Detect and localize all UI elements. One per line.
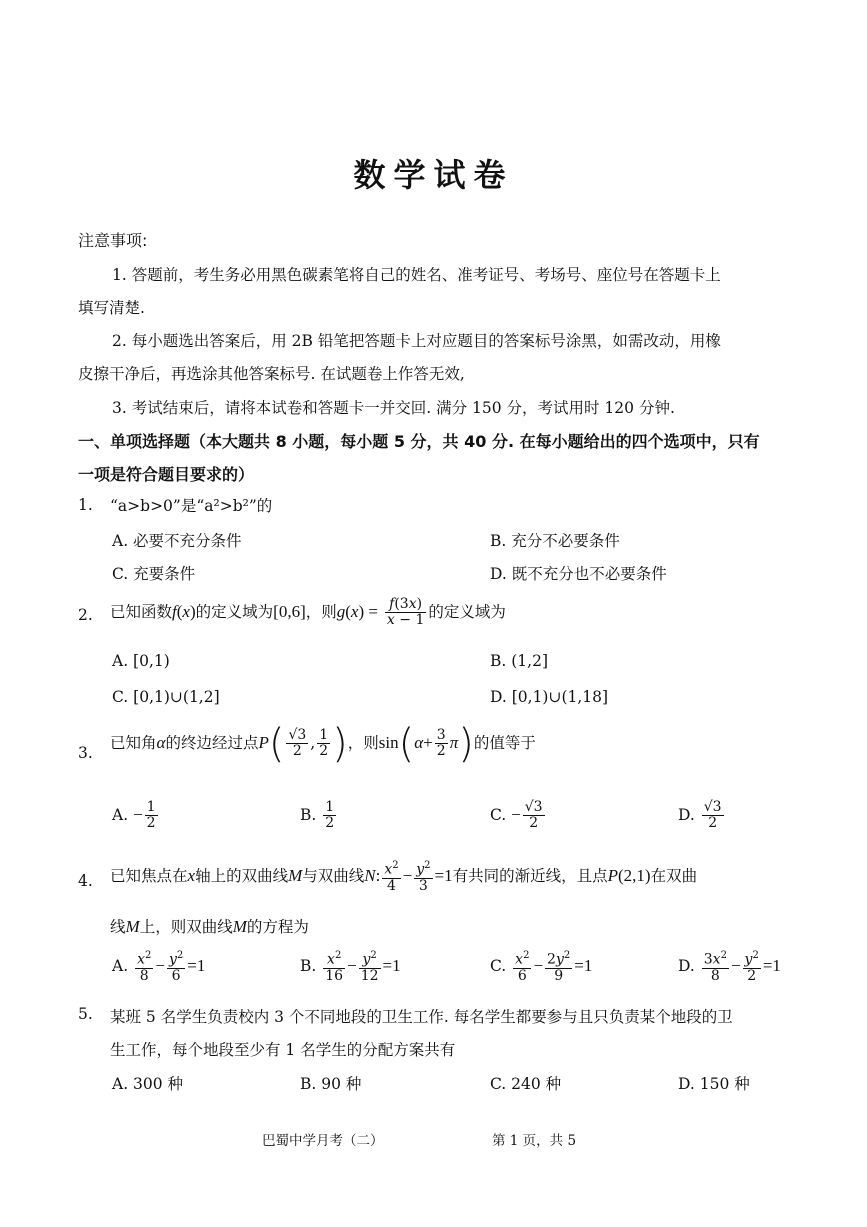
q1-option-d: D. 既不充分也不必要条件 <box>490 565 667 583</box>
footer-school: 巴蜀中学月考（二） <box>262 1133 384 1149</box>
fraction: $\frac{3x^2}{8}$ <box>703 950 727 985</box>
q2-option-d: D. [0,1)∪(1,18] <box>490 688 609 706</box>
fraction: $\frac{x^2}{8}$ <box>137 950 152 985</box>
q5-option-c: C. 240 种 <box>490 1075 562 1093</box>
section-heading: 一、单项选择题（本大题共 8 小题，每小题 5 分，共 40 分. 在每小题给出的四个选项中，只有 <box>78 432 760 451</box>
question-number: 3. <box>78 744 93 762</box>
question-2-stem: 已知函数f(x)的定义域为[0,6]，则g(x) = $\frac{f(3x)}{x - 1}$ 的定义域为 <box>110 596 506 629</box>
fraction: $\frac{1}{2}$ <box>319 727 329 760</box>
fraction: $\frac{3}{2}$ <box>436 727 446 760</box>
section-heading-cont: 一项是符合题目要求的） <box>78 465 255 484</box>
q4-option-a: A. $\frac{x^2}{8}$ − $\frac{y^2}{6}$ =1 <box>112 950 206 985</box>
notice-item-1-cont: 填写清楚. <box>78 299 145 317</box>
fraction: $\frac{f(3x)}{x - 1}$ <box>386 596 425 629</box>
page-title: 数学试卷 <box>353 156 514 194</box>
q1-option-c: C. 充要条件 <box>112 565 196 583</box>
notice-item-1: 1. 答题前，考生务必用黑色碳素笔将自己的姓名、准考证号、考场号、座位号在答题卡上 <box>112 266 721 284</box>
notice-item-2-cont: 皮擦干净后，再选涂其他答案标号. 在试题卷上作答无效, <box>78 365 465 383</box>
question-1-stem: “a>b>0”是“a²>b²”的 <box>110 497 273 515</box>
q4-option-d: D. $\frac{3x^2}{8}$ − $\frac{y^2}{2}$ =1 <box>678 950 781 985</box>
fraction: $\frac{y^2}{2}$ <box>744 950 759 985</box>
q2-option-c: C. [0,1)∪(1,2] <box>112 688 220 706</box>
question-4-stem: 已知焦点在x轴上的双曲线M与双曲线N: $\frac{x^2}{4}$ − $\frac{y^2}{3}$ =1有共同的渐近线，且点P(2,1)在双曲 <box>110 860 698 895</box>
question-3-stem: 已知角α的终边经过点P( $\frac{√3}{2}$ , $\frac{1}{2}$ )，则sin(α+ $\frac{3}{2}$ π)的值等于 <box>110 720 536 767</box>
question-5-stem: 某班 5 名学生负责校内 3 个不同地段的卫生工作. 每名学生都要参与且只负责某个地段的卫 <box>110 1008 733 1026</box>
fraction: $\frac{y^2}{6}$ <box>168 950 184 985</box>
fraction: $\frac{√3}{2}$ <box>703 799 722 832</box>
q5-option-b: B. 90 种 <box>300 1075 362 1093</box>
question-number: 1. <box>78 496 93 514</box>
q2-option-b: B. (1,2] <box>490 652 548 670</box>
fraction: $\frac{√3}{2}$ <box>288 727 307 760</box>
fraction: $\frac{1}{2}$ <box>146 799 156 832</box>
fraction: $\frac{x^2}{16}$ <box>325 950 344 985</box>
fraction: $\frac{y^2}{3}$ <box>416 860 431 895</box>
q4-option-b: B. $\frac{x^2}{16}$ − $\frac{y^2}{12}$ =1 <box>300 950 401 985</box>
q1-option-b: B. 充分不必要条件 <box>490 532 620 550</box>
q5-option-d: D. 150 种 <box>678 1075 750 1093</box>
fraction: $\frac{x^2}{4}$ <box>384 860 399 895</box>
fraction: $\frac{1}{2}$ <box>325 799 335 832</box>
q3-option-b: B. $\frac{1}{2}$ <box>300 799 335 832</box>
q1-option-a: A. 必要不充分条件 <box>112 532 242 550</box>
q3-option-d: D. $\frac{√3}{2}$ <box>678 799 722 832</box>
q2-option-a: A. [0,1) <box>112 652 170 670</box>
fraction: $\frac{2y^2}{9}$ <box>547 950 571 985</box>
q3-option-c: C. − $\frac{√3}{2}$ <box>490 799 543 832</box>
question-number: 2. <box>78 606 93 624</box>
fraction: $\frac{√3}{2}$ <box>524 799 543 832</box>
question-4-stem-cont: 线M上，则双曲线M的方程为 <box>110 917 309 936</box>
q3-option-a: A. − $\frac{1}{2}$ <box>112 799 156 832</box>
footer-page-number: 第 1 页，共 5 <box>492 1133 577 1149</box>
q4-option-c: C. $\frac{x^2}{6}$ − $\frac{2y^2}{9}$ =1 <box>490 950 593 985</box>
notice-item-2: 2. 每小题选出答案后，用 2B 铅笔把答题卡上对应题目的答案标号涂黑，如需改动，用橡 <box>112 332 721 350</box>
fraction: $\frac{y^2}{12}$ <box>360 950 379 985</box>
fraction: $\frac{x^2}{6}$ <box>515 950 530 985</box>
notice-item-3: 3. 考试结束后，请将本试卷和答题卡一并交回. 满分 150 分，考试用时 120 分钟. <box>112 399 675 417</box>
question-number: 5. <box>78 1005 93 1023</box>
question-number: 4. <box>78 872 93 890</box>
notice-heading: 注意事项: <box>78 231 148 250</box>
q5-option-a: A. 300 种 <box>112 1075 184 1093</box>
question-5-stem-cont: 生工作，每个地段至少有 1 名学生的分配方案共有 <box>110 1041 456 1059</box>
